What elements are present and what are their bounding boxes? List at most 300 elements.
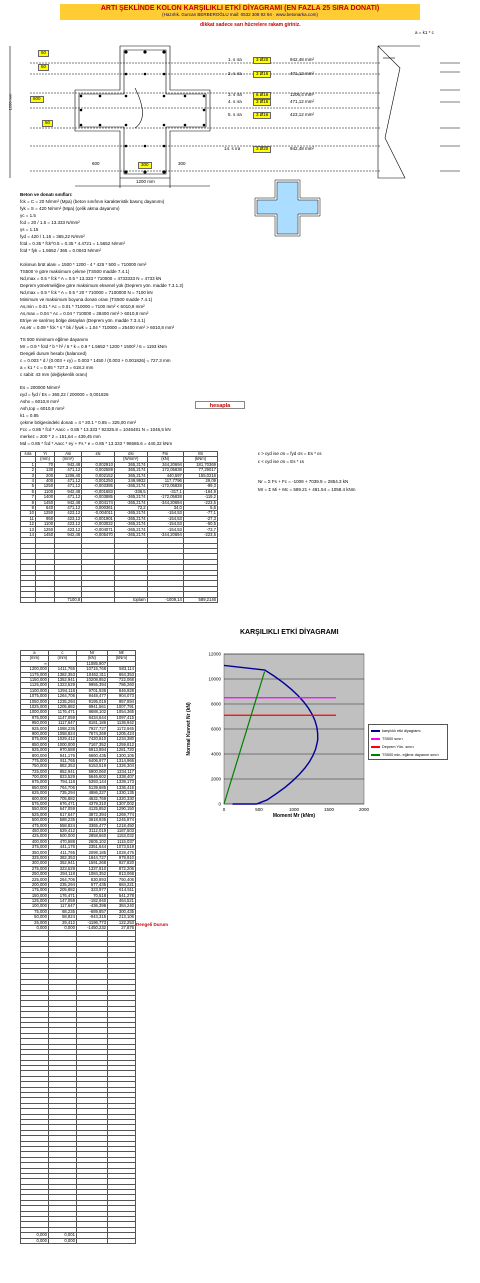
row4-label: 4. s ıra [228, 99, 242, 104]
table-cell: (kNm) [108, 656, 136, 661]
table-cell: -223,5 [183, 500, 217, 505]
table-cell: 577,435 [76, 882, 107, 887]
table-cell: 1290,150 [108, 807, 136, 812]
table-cell: 4379,310 [76, 801, 107, 806]
table-cell: 911,765 [48, 758, 76, 763]
table-cell: 846,928 [108, 688, 136, 693]
table-cell: 764,706 [48, 785, 76, 790]
table-cell: 384,240 [108, 904, 136, 909]
table-cell: 500,000 [48, 834, 76, 839]
table-cell: 464,521 [108, 898, 136, 903]
table-cell: 2605,102 [76, 839, 107, 844]
table-cell: 75,000 [21, 909, 49, 914]
y-tick-label: 10000 [208, 676, 221, 682]
table-cell: 29,09 [183, 478, 217, 483]
dim-height: 1200 mm [7, 93, 13, 111]
table-cell: 1100,000 [21, 688, 49, 693]
table-cell: 11 [21, 516, 36, 521]
table-cell: 1218,450 [108, 823, 136, 828]
table-cell: 1250 [35, 527, 54, 532]
row1-area: 942,48 mm² [290, 57, 315, 62]
table-cell: -154,53 [147, 511, 183, 516]
table-cell: Yi [35, 452, 54, 457]
table-cell: -344,20694 [147, 532, 183, 537]
table-cell: 88,235 [48, 909, 76, 914]
table-cell: 904,073 [108, 694, 136, 699]
table-cell: -336,5 [114, 489, 147, 494]
table-cell: 70,518 [76, 893, 107, 898]
table-cell: 786,260 [108, 683, 136, 688]
table-cell: 7674,269 [76, 731, 107, 736]
table-cell: -344,20694 [147, 500, 183, 505]
table-cell: -164,9 [183, 489, 217, 494]
table-cell: 423,12 [55, 516, 82, 521]
table-cell: 9955,394 [76, 683, 107, 688]
table-cell: 2 [21, 468, 36, 473]
table-cell: 1153,032 [108, 834, 136, 839]
table-cell: -1009,14 [147, 597, 183, 602]
table-cell: -50,5 [183, 522, 217, 527]
table-cell: 130 [35, 468, 54, 473]
table-cell: 205,882 [48, 888, 76, 893]
table-cell: (kN) [147, 457, 183, 462]
table-cell: 1075,000 [21, 694, 49, 699]
table-cell: 1205,882 [48, 704, 76, 709]
table-cell: -365,2174 [114, 532, 147, 537]
calc-line-16: c sabit: 43 mm (değişkenlik oranı) [20, 372, 88, 377]
es-line: Es = 200000 N/mm² [20, 385, 61, 390]
table-cell: 1050,000 [21, 699, 49, 704]
table-cell: 875,000 [21, 737, 49, 742]
table-cell: 722,068 [108, 677, 136, 682]
table-cell: (mm) [35, 457, 54, 462]
table-cell: 575,000 [21, 801, 49, 806]
x-tick-label: 1000 [288, 807, 300, 812]
row4-bars[interactable]: 3 Ø16 [253, 99, 271, 106]
row2-label: 2. s ıra [228, 71, 242, 76]
table-cell: 8434,644 [76, 715, 107, 720]
table-cell: 294,118 [48, 872, 76, 877]
table-cell: -99,3 [183, 484, 217, 489]
row1-label: 1. s ıra [228, 57, 242, 62]
table-cell: ∞ [21, 661, 49, 666]
table-cell: 10715,768 [76, 667, 107, 672]
table-cell: 1205,424 [108, 731, 136, 736]
row14-label: 14. s ıra [224, 146, 241, 151]
table-cell: 1100 [35, 489, 54, 494]
table-cell: 471,12 [55, 468, 82, 473]
legend-item-deprem: Deprem Yön. sınırı [371, 743, 445, 751]
row5-label: 5. s ıra [228, 112, 242, 117]
table-cell: 11085,907 [76, 661, 107, 666]
table-cell: 970,588 [48, 748, 76, 753]
table-cell: 942,48 [55, 489, 82, 494]
table-cell: 471,12 [55, 505, 82, 510]
table-cell: 411,765 [48, 850, 76, 855]
table-cell: 1115,037 [108, 839, 136, 844]
table-cell: 0,001250 [82, 478, 115, 483]
table-cell: 440,597 [147, 473, 183, 478]
table-cell: 264,706 [48, 877, 76, 882]
table-cell: 614,511 [108, 888, 136, 893]
table-cell: 1028,476 [108, 850, 136, 855]
table-cell: 8941,561 [76, 704, 107, 709]
calc-line-2: TS500 'e göre maksimum çekme (TS500 madde 7.4.1) [20, 269, 130, 274]
table-cell: 941,176 [48, 753, 76, 758]
calc-line-11: TS 500 minimum eğilme dayanımı [20, 337, 89, 342]
table-cell: 4632,769 [76, 796, 107, 801]
table-cell: -1450,232 [76, 925, 107, 930]
table-cell: 529,412 [48, 828, 76, 833]
gamma-s-line: γs = 1.15 [20, 227, 39, 232]
table-cell: 10208,852 [76, 677, 107, 682]
table-cell: 550,000 [21, 807, 49, 812]
table-cell: 825,000 [21, 748, 49, 753]
table-cell: 147,059 [48, 898, 76, 903]
fcd-line: fcd = 20 / 1.5 = 13.333 N/mm² [20, 220, 80, 225]
table-cell: 5 [21, 484, 36, 489]
table-cell: (N/mm²) [114, 457, 147, 462]
row1-bars[interactable]: 3 Ø20 [253, 57, 271, 64]
table-cell: 249,9932 [114, 478, 147, 483]
y-tick-label: 2000 [210, 776, 221, 782]
table-cell: 1058,824 [48, 731, 76, 736]
table-cell: 525,000 [21, 812, 49, 817]
table-cell: 541,278 [108, 893, 136, 898]
p1-line: çekme bölgesindeki donatı = 4 * 20.1 * 0.85 = 325,00 mm² [20, 420, 137, 425]
table-cell: 558,824 [48, 823, 76, 828]
calc-line-5: Nd,max = 0.5 * fck * A = 0.5 * 20 * 710000 = 7100000 N = 7100 kN [20, 290, 153, 295]
table-cell: 8 [21, 500, 36, 505]
calc-line-13: Dengeli durum hesabı (balanced) [20, 351, 87, 356]
fyk-line: fyk = S = 420 N/mm² (Mpa) (çelik akma dayanımı) [20, 206, 120, 211]
row2-bars[interactable]: 3 Ø16 [253, 71, 271, 78]
table-cell: 0,002910 [82, 462, 115, 467]
table-cell: 2098,185 [76, 850, 107, 855]
table-cell: 1172,945 [108, 726, 136, 731]
table-cell: 1400 [35, 495, 54, 500]
table-cell: 6406,977 [76, 758, 107, 763]
table-cell: 1175,000 [21, 672, 49, 677]
table-cell: 950,000 [21, 721, 49, 726]
table-cell: 1269,774 [108, 812, 136, 817]
table-cell: 975,000 [21, 715, 49, 720]
table-cell: 1073,519 [108, 845, 136, 850]
calc-line-6: Minimum ve maksimum boyuna donatı oranı (TS500 madde 7.4.1) [20, 297, 153, 302]
table-cell: -0,001901 [82, 516, 115, 521]
table-cell: -1196,773 [76, 920, 107, 925]
formula-1: ε > εyd ise σs = fyd σs = Es * εs [258, 451, 322, 456]
table-cell: 155,0216 [183, 473, 217, 478]
row14-bars[interactable]: 3 Ø20 [253, 146, 271, 153]
table-cell: 850,000 [21, 742, 49, 747]
table-cell [21, 597, 36, 602]
row5-area: 423,12 mm² [290, 112, 315, 117]
row14-area: 942,48 mm² [290, 146, 315, 151]
table-cell: 1176,471 [48, 710, 76, 715]
table-cell: 1150,000 [21, 677, 49, 682]
dim-bottom-total: 1200 mm [136, 179, 155, 184]
row4-area: 471,12 mm² [290, 99, 315, 104]
table-cell: 942,48 [55, 500, 82, 505]
table-cell: 5900,060 [76, 769, 107, 774]
table-cell: 122,253 [108, 920, 136, 925]
fyd-line: fyd = 420 / 1.15 = 365,22 N/mm² [20, 234, 85, 239]
table-cell: 5646,602 [76, 774, 107, 779]
table-cell: 647,059 [48, 807, 76, 812]
table-cell: 470,588 [48, 839, 76, 844]
table-cell: 925,000 [21, 726, 49, 731]
dengeli-durum-label: Dengeli Durum [136, 922, 169, 927]
table-cell: 0,001 [48, 1233, 76, 1238]
table-cell: 676,471 [48, 801, 76, 806]
table-cell: (mm) [48, 656, 76, 661]
row2-area: 471,12 mm² [290, 71, 315, 76]
ash-line: Ashx = 6010,8 mm² [20, 399, 60, 404]
table-cell: 1000,000 [21, 710, 49, 715]
table-cell: 1339,173 [108, 780, 136, 785]
table-cell: -436,398 [76, 904, 107, 909]
interaction-values-table [20, 650, 136, 1244]
x-tick-label: 2000 [358, 807, 370, 812]
table-cell: 0,000 [21, 1233, 49, 1238]
table-cell: 589,2146 [183, 597, 217, 602]
table-cell: 1235,294 [48, 699, 76, 704]
table-cell: -0,004174 [82, 500, 115, 505]
fctd2-line: fctd * fyk = 1.5652 / 365 = 0.0043 N/mm² [20, 248, 102, 253]
p3-line: merkez = 200 * 2 = 151,64 = 439,45 mm [20, 434, 101, 439]
table-cell: -0,004071 [82, 527, 115, 532]
table-cell: 6153,519 [76, 764, 107, 769]
table-cell: -223,5 [183, 532, 217, 537]
table-cell: 1234,380 [108, 737, 136, 742]
table-cell [35, 597, 54, 602]
table-cell: 1294,118 [48, 688, 76, 693]
calc-line-9: Etriye ve sarılmış bölge detayları (Deprem yön. madde 7.3.4.1) [20, 318, 146, 323]
y-tick-label: 6000 [210, 726, 221, 732]
table-cell: 979,910 [108, 855, 136, 860]
table-cell: 471,12 [55, 495, 82, 500]
legend-item-curve: karşılıklı etki diyagramı [371, 727, 445, 735]
table-cell: 1025,000 [21, 704, 49, 709]
table-cell: 3872,394 [76, 812, 107, 817]
table-cell: 425,000 [21, 834, 49, 839]
table-cell: 950 [35, 516, 54, 521]
table-cell: -365,2174 [114, 511, 147, 516]
table-cell: 423,12 [55, 527, 82, 532]
table-cell: -0,003885 [82, 495, 115, 500]
dim-bottom-1: 600 [92, 161, 100, 166]
table-cell: 1300,105 [108, 753, 136, 758]
table-cell: 1330,135 [108, 791, 136, 796]
table-cell: -365,2174 [114, 484, 147, 489]
table-cell: -365,2174 [114, 522, 147, 527]
dim-bottom-3: 300 [178, 161, 186, 166]
table-cell: 50,000 [21, 915, 49, 920]
table-cell: 70 [35, 462, 54, 467]
table-cell: -154,53 [147, 522, 183, 527]
x-tick-label: 0 [222, 807, 226, 812]
table-cell: 6660,435 [76, 753, 107, 758]
table-cell: 7 [21, 495, 36, 500]
detail-drawing [250, 178, 330, 240]
table-cell: 5,6 [183, 505, 217, 510]
dim-bottom-2[interactable]: 300 [138, 162, 152, 169]
table-cell: 1338,407 [108, 774, 136, 779]
table-cell: 475,000 [21, 823, 49, 828]
p4-line: Md = 0.85 * fcd * Aacc * ey + Fs * e = 0.85 * 13.333 * 96565.6 = 440,32 kNm [20, 441, 173, 446]
table-cell: 1250 [35, 484, 54, 489]
table-cell: -0,001683 [82, 489, 115, 494]
table-cell: 200 [35, 473, 54, 478]
row3-area: 1206,4 mm² [290, 92, 315, 97]
table-cell: 640 [35, 505, 54, 510]
dim-input-4[interactable]: 50 [42, 120, 53, 127]
table-cell: σsi [114, 452, 147, 457]
table-cell: 344,20694 [147, 462, 183, 467]
chart-title: KARŞILIKLI ETKİ DİYAGRAMI [240, 629, 339, 636]
table-cell: 4125,852 [76, 807, 107, 812]
table-cell: 235,294 [48, 882, 76, 887]
table-cell: 0,002589 [82, 468, 115, 473]
title-main: ARTI ŞEKLİNDE KOLON KARŞILIKLI ETKİ DİYAGRAMI (EN FAZLA 25 SIRA DONATI) [100, 5, 380, 12]
table-cell: 471,12 [55, 484, 82, 489]
table-cell: 423,12 [55, 511, 82, 516]
table-cell: 813,068 [108, 872, 136, 877]
table-cell: 1382,353 [48, 672, 76, 677]
table-cell: 350,000 [21, 850, 49, 855]
table-cell: 8181,186 [76, 721, 107, 726]
table-cell: 12 [21, 522, 36, 527]
y-axis-label: Normal Kuvvet Nr (kN) [186, 702, 192, 756]
table-cell: 0,000 [21, 925, 49, 930]
table-cell: 750,000 [21, 764, 49, 769]
table-cell: 1097,415 [108, 715, 136, 720]
table-cell: 14 [21, 532, 36, 537]
p2-line: Fcc = 0.85 * fcd * Aacc = 0.85 * 13.333 * 92325.8 = 1046481 N = 1046,5 kN [20, 427, 171, 432]
table-cell: 29,412 [48, 920, 76, 925]
table-cell: 325,000 [21, 855, 49, 860]
table-cell: Fsi [147, 452, 183, 457]
table-cell: 72,2 [114, 505, 147, 510]
table-cell: 0,000361 [82, 505, 115, 510]
table-cell: 1334,117 [108, 769, 136, 774]
table-cell: 617,647 [48, 812, 76, 817]
table-cell: 1336,416 [108, 785, 136, 790]
table-cell: (kNm) [183, 457, 217, 462]
table-cell: 1088,235 [48, 726, 76, 731]
table-cell: 5139,685 [76, 785, 107, 790]
table-cell: 1125,000 [21, 683, 49, 688]
table-cell: 471,12 [55, 478, 82, 483]
row5-bars[interactable]: 3 Ø16 [253, 112, 271, 119]
table-cell: 1281,720 [108, 748, 136, 753]
calc-line-4: Deprem yönetmeliğine göre maksimum eksenel yük (Deprem yön. madde 7.3.1.2) [20, 283, 184, 288]
gamma-c-line: γc = 1.5 [20, 213, 36, 218]
table-cell: 3618,935 [76, 818, 107, 823]
table-cell: 1326,304 [108, 764, 136, 769]
dim-input-3[interactable]: 600 [30, 96, 44, 103]
table-cell: 5393,144 [76, 780, 107, 785]
table-cell: 654,353 [108, 672, 136, 677]
title-subtitle: (Hazırlık. Gurcan BERBEROĞLU mail: 0532 308 92 94 · www.betonarka.com) [162, 12, 318, 17]
table-cell: 9701,936 [76, 688, 107, 693]
table-cell: 323,529 [48, 866, 76, 871]
calc-line-1: Kolonun brüt alanı = 1500 * 1200 - 4 * 425 * 500 = 710000 mm² [20, 262, 147, 267]
fck-line: fck = C = 20 N/mm² (Mpa) (beton sınıfının karakteristik basınç dayanımı) [20, 199, 165, 204]
chart-legend [368, 724, 448, 760]
table-cell: 117,7796 [147, 478, 183, 483]
table-cell: -689,857 [76, 909, 107, 914]
table-cell: 750,406 [108, 877, 136, 882]
table-cell: Mr [108, 651, 136, 656]
table-cell: Nr [76, 651, 107, 656]
table-cell: 1000,000 [48, 742, 76, 747]
table-cell: 365,2174 [114, 468, 147, 473]
table-cell: 1200,000 [21, 667, 49, 672]
calc-line-7: As,min = 0.01 * Ac = 0.01 * 710000 = 7100 mm² < 6010,8 mm² [20, 304, 145, 309]
table-cell: 942,48 [55, 462, 82, 467]
table-cell: -77,1 [183, 511, 217, 516]
table-cell: 1314,966 [108, 758, 136, 763]
table-cell: 1323,529 [48, 683, 76, 688]
table-cell: 1352,941 [48, 677, 76, 682]
table-cell: 1136,942 [108, 721, 136, 726]
table-cell: 705,882 [48, 796, 76, 801]
table-cell: 117,647 [48, 904, 76, 909]
table-cell: 250,000 [21, 872, 49, 877]
table-cell: 8688,102 [76, 710, 107, 715]
dim-input-2[interactable]: 50 [38, 64, 49, 71]
page-title [60, 4, 420, 20]
table-cell: -365,2174 [114, 516, 147, 521]
table-cell: 588,235 [48, 818, 76, 823]
table-cell: (mm) [21, 656, 49, 661]
input-note: dikkat sadece sarı hücrelere rakam giriniz. [200, 22, 301, 28]
table-cell: Asi [55, 452, 82, 457]
table-cell: 423,12 [55, 522, 82, 527]
table-cell: 4 [21, 478, 36, 483]
row3-label: 3. s ıra [228, 92, 242, 97]
table-cell: 1100 [35, 522, 54, 527]
table-cell: 375,000 [21, 845, 49, 850]
hesapla-button[interactable]: hesapla [195, 401, 245, 409]
table-cell: 1320,330 [108, 796, 136, 801]
table-cell: 441,176 [48, 845, 76, 850]
table-cell [82, 597, 115, 602]
table-cell: 725,000 [21, 769, 49, 774]
legend-item-ts500: TS500 sınırı [371, 735, 445, 743]
table-cell: -365,2174 [114, 495, 147, 500]
table-cell: 382,353 [48, 855, 76, 860]
table-cell: 1029,412 [48, 737, 76, 742]
table-cell: (mm²) [55, 457, 82, 462]
y-tick-label: 4000 [210, 751, 221, 757]
table-cell: -0,003022 [82, 522, 115, 527]
table-cell: 300,000 [21, 861, 49, 866]
table-cell: 600,000 [21, 796, 49, 801]
table-cell: 700,000 [21, 774, 49, 779]
dim-input-1[interactable]: 50 [38, 50, 49, 57]
table-cell: -172,05838 [147, 484, 183, 489]
table-cell: toplam [114, 597, 147, 602]
row3-bars[interactable]: 6 Ø16 [253, 92, 271, 99]
table-cell: 175,000 [21, 888, 49, 893]
table-cell: 58,824 [48, 915, 76, 920]
table-cell: 830,893 [76, 877, 107, 882]
y-tick-label: 8000 [210, 701, 221, 707]
table-cell: 583,114 [108, 667, 136, 672]
